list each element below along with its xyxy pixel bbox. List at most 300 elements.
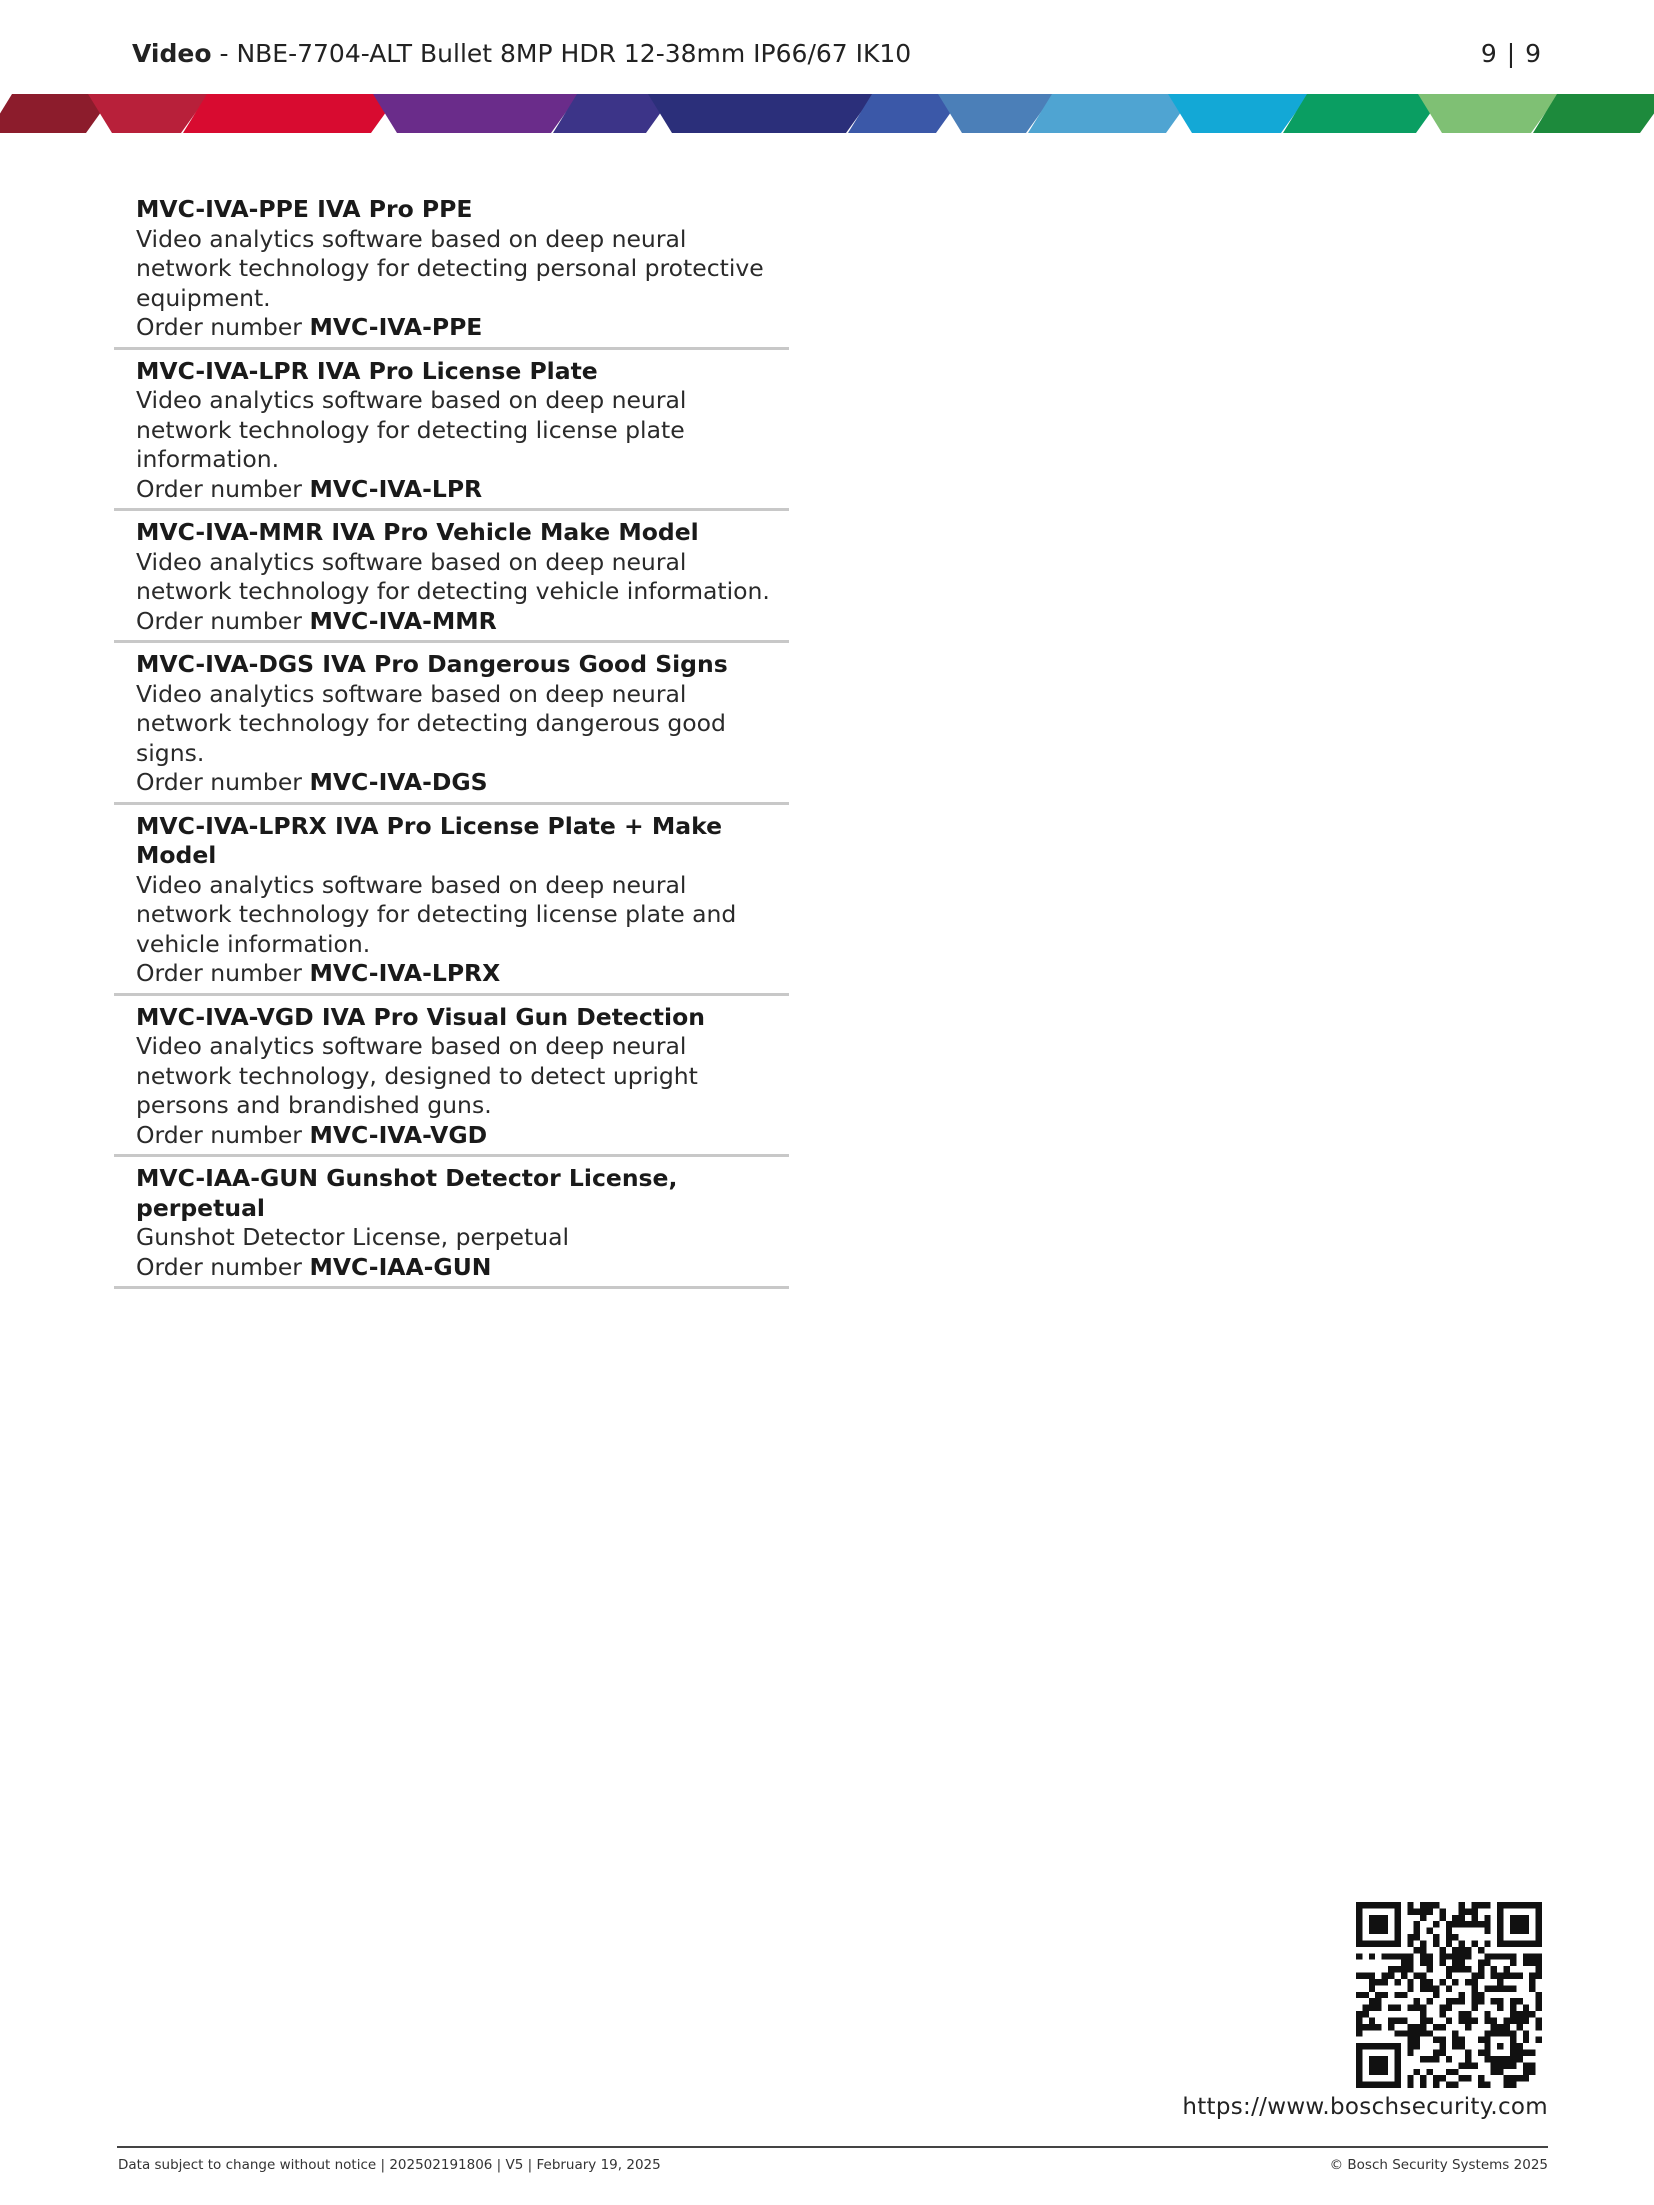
qr-module: [1369, 1973, 1375, 1979]
qr-module: [1369, 1953, 1375, 1959]
product-name: NBE-7704-ALT Bullet 8MP HDR 12-38mm IP66/67 IK10: [236, 38, 912, 68]
qr-module: [1446, 2017, 1452, 2023]
qr-module: [1536, 1960, 1542, 1966]
qr-module: [1414, 1947, 1420, 1953]
qr-module: [1407, 2050, 1413, 2056]
qr-module: [1459, 2017, 1465, 2023]
qr-module: [1446, 1940, 1452, 1946]
qr-module: [1433, 1985, 1439, 1991]
qr-module: [1504, 2017, 1510, 2023]
qr-module: [1471, 2062, 1477, 2068]
qr-module: [1529, 1960, 1535, 1966]
qr-finder-center: [1369, 2056, 1388, 2075]
qr-module: [1446, 1934, 1452, 1940]
qr-module: [1407, 1960, 1413, 1966]
qr-module: [1394, 1966, 1400, 1972]
band-segment: [1283, 94, 1444, 133]
qr-module: [1523, 2062, 1529, 2068]
qr-module: [1523, 1960, 1529, 1966]
band-segment: [183, 94, 399, 133]
qr-module: [1452, 1921, 1458, 1927]
qr-module: [1504, 2082, 1510, 2088]
qr-module: [1471, 1902, 1477, 1908]
qr-module: [1497, 2062, 1503, 2068]
qr-module: [1484, 1953, 1490, 1959]
qr-module: [1414, 2005, 1420, 2011]
item-title: MVC-IVA-DGS IVA Pro Dangerous Good Signs: [136, 650, 728, 678]
qr-module: [1446, 1966, 1452, 1972]
qr-module: [1459, 1921, 1465, 1927]
qr-module: [1394, 1953, 1400, 1959]
qr-module: [1484, 2017, 1490, 2023]
qr-module: [1356, 2017, 1362, 2023]
qr-module: [1516, 2075, 1522, 2081]
qr-module: [1510, 2005, 1516, 2011]
qr-module: [1491, 1953, 1497, 1959]
qr-module: [1356, 2011, 1362, 2017]
order-list-item: [114, 810, 789, 996]
qr-module: [1401, 2030, 1407, 2036]
qr-module: [1465, 1947, 1471, 1953]
qr-module: [1529, 2062, 1535, 2068]
qr-module: [1516, 2056, 1522, 2062]
qr-module: [1504, 1953, 1510, 1959]
qr-module: [1427, 1966, 1433, 1972]
qr-module: [1427, 1902, 1433, 1908]
qr-module: [1407, 2005, 1413, 2011]
qr-module: [1452, 1947, 1458, 1953]
qr-module: [1529, 1985, 1535, 1991]
qr-module: [1497, 1985, 1503, 1991]
qr-module: [1427, 2069, 1433, 2075]
order-number-label: Order number: [136, 959, 302, 987]
qr-module: [1446, 1921, 1452, 1927]
item-description: Video analytics software based on deep neural network technology for detecting dangerous good signs.: [136, 679, 726, 767]
qr-module: [1504, 1985, 1510, 1991]
qr-module: [1536, 1998, 1542, 2004]
qr-module: [1362, 2005, 1368, 2011]
footer-divider: [117, 2146, 1548, 2148]
qr-module: [1510, 2075, 1516, 2081]
qr-module: [1491, 2069, 1497, 2075]
qr-module: [1452, 1998, 1458, 2004]
qr-module: [1433, 1934, 1439, 1940]
qr-module: [1420, 1915, 1426, 1921]
qr-module: [1382, 1973, 1388, 1979]
qr-module: [1427, 1953, 1433, 1959]
order-number-value: MVC-IVA-PPE: [309, 313, 483, 341]
qr-module: [1478, 2075, 1484, 2081]
qr-module: [1459, 2011, 1465, 2017]
qr-module: [1433, 1921, 1439, 1927]
item-description: Video analytics software based on deep neural network technology for detecting vehicle information.: [136, 547, 770, 605]
qr-module: [1465, 1921, 1471, 1927]
qr-module: [1452, 2030, 1458, 2036]
qr-module: [1446, 1985, 1452, 1991]
qr-module: [1478, 2082, 1484, 2088]
qr-module: [1465, 2050, 1471, 2056]
qr-module: [1388, 1966, 1394, 1972]
qr-module: [1459, 1998, 1465, 2004]
qr-module: [1433, 1992, 1439, 1998]
page-footer: [118, 2157, 1548, 2173]
order-number-label: Order number: [136, 474, 302, 503]
qr-module: [1497, 2024, 1503, 2030]
qr-module: [1478, 1921, 1484, 1927]
qr-module: [1523, 2075, 1529, 2081]
qr-module: [1536, 2017, 1542, 2023]
qr-module: [1388, 2024, 1394, 2030]
qr-module: [1414, 1921, 1420, 1927]
qr-module: [1471, 1979, 1477, 1985]
qr-module: [1523, 2017, 1529, 2023]
qr-module: [1484, 2011, 1490, 2017]
qr-module: [1497, 2005, 1503, 2011]
item-description: Video analytics software based on deep neural network technology for detecting license plate information.: [136, 386, 687, 473]
qr-module: [1465, 2056, 1471, 2062]
qr-module: [1414, 1908, 1420, 1914]
qr-module: [1407, 2024, 1413, 2030]
qr-module: [1484, 1985, 1490, 1991]
qr-module: [1516, 2024, 1522, 2030]
qr-module: [1504, 1973, 1510, 1979]
qr-module: [1510, 1985, 1516, 1991]
item-order-line: [136, 959, 789, 989]
qr-align-center: [1497, 2043, 1503, 2049]
item-description: Video analytics software based on deep neural network technology for detecting personal protective equipment.: [136, 224, 764, 312]
qr-finder-center: [1510, 1915, 1529, 1934]
qr-module: [1375, 2005, 1381, 2011]
qr-module: [1439, 2050, 1445, 2056]
qr-module: [1523, 2037, 1529, 2043]
qr-module: [1414, 2037, 1420, 2043]
qr-module: [1388, 2017, 1394, 2023]
qr-module: [1491, 2024, 1497, 2030]
qr-module: [1401, 1992, 1407, 1998]
qr-module: [1401, 1953, 1407, 1959]
qr-module: [1536, 1992, 1542, 1998]
qr-module: [1433, 1902, 1439, 1908]
qr-module: [1439, 1953, 1445, 1959]
qr-module: [1407, 2082, 1413, 2088]
qr-module: [1523, 2069, 1529, 2075]
qr-module: [1465, 1953, 1471, 1959]
qr-module: [1420, 2030, 1426, 2036]
item-description: Video analytics software based on deep neural network technology, designed to detect upright persons and brandished guns.: [136, 1032, 698, 1119]
qr-module: [1478, 1902, 1484, 1908]
qr-module: [1439, 2075, 1445, 2081]
qr-module: [1420, 2082, 1426, 2088]
qr-module: [1523, 2005, 1529, 2011]
qr-module: [1484, 1915, 1490, 1921]
qr-module: [1497, 1953, 1503, 1959]
qr-module: [1459, 1960, 1465, 1966]
qr-module: [1529, 2011, 1535, 2017]
qr-module: [1484, 2082, 1490, 2088]
qr-module: [1439, 1908, 1445, 1914]
qr-module: [1414, 2030, 1420, 2036]
item-order-line: [136, 313, 789, 343]
qr-module: [1497, 2069, 1503, 2075]
qr-module: [1439, 2037, 1445, 2043]
qr-module: [1471, 1921, 1477, 1927]
qr-module: [1452, 2069, 1458, 2075]
ordering-information-list: [114, 193, 789, 1294]
qr-module: [1420, 2005, 1426, 2011]
qr-module: [1414, 1928, 1420, 1934]
qr-module: [1388, 1953, 1394, 1959]
qr-module: [1407, 2037, 1413, 2043]
band-segment: [648, 94, 874, 133]
qr-module: [1452, 1979, 1458, 1985]
order-list-item: [114, 355, 789, 512]
qr-module: [1394, 2005, 1400, 2011]
qr-module: [1504, 2075, 1510, 2081]
order-list-item: [114, 1162, 789, 1289]
qr-module: [1465, 1908, 1471, 1914]
qr-module: [1459, 1992, 1465, 1998]
qr-module: [1420, 1940, 1426, 1946]
qr-module: [1439, 2024, 1445, 2030]
qr-module: [1484, 1902, 1490, 1908]
qr-module: [1420, 2011, 1426, 2017]
qr-module: [1369, 2024, 1375, 2030]
item-title: MVC-IVA-PPE IVA Pro PPE: [136, 195, 473, 223]
qr-module: [1420, 2056, 1426, 2062]
qr-module: [1407, 1908, 1413, 1914]
qr-module: [1536, 1953, 1542, 1959]
qr-module: [1407, 1940, 1413, 1946]
qr-module: [1452, 1966, 1458, 1972]
qr-module: [1471, 1992, 1477, 1998]
order-list-item: [114, 193, 789, 350]
qr-module: [1484, 1940, 1490, 1946]
qr-module: [1369, 1979, 1375, 1985]
qr-module: [1362, 1973, 1368, 1979]
qr-module: [1471, 1985, 1477, 1991]
qr-module: [1407, 2030, 1413, 2036]
qr-module: [1420, 1953, 1426, 1959]
qr-module: [1478, 1992, 1484, 1998]
qr-module: [1465, 2024, 1471, 2030]
qr-module: [1420, 1973, 1426, 1979]
qr-module: [1439, 1979, 1445, 1985]
item-description: Gunshot Detector License, perpetual: [136, 1223, 570, 1251]
qr-module: [1465, 1979, 1471, 1985]
qr-module: [1465, 2062, 1471, 2068]
qr-module: [1452, 1953, 1458, 1959]
qr-module: [1510, 1953, 1516, 1959]
qr-module: [1510, 1998, 1516, 2004]
qr-module: [1394, 2030, 1400, 2036]
qr-module: [1504, 2062, 1510, 2068]
qr-module: [1459, 1953, 1465, 1959]
qr-module: [1516, 2011, 1522, 2017]
order-number-value: MVC-IAA-GUN: [309, 1252, 492, 1281]
qr-module: [1407, 1966, 1413, 1972]
qr-module: [1446, 2082, 1452, 2088]
qr-module: [1504, 2024, 1510, 2030]
qr-module: [1362, 2024, 1368, 2030]
item-title: MVC-IVA-MMR IVA Pro Vehicle Make Model: [136, 518, 699, 546]
qr-module: [1478, 1973, 1484, 1979]
qr-module: [1459, 2043, 1465, 2049]
qr-module: [1356, 2030, 1362, 2036]
qr-module: [1420, 1960, 1426, 1966]
qr-module: [1375, 2024, 1381, 2030]
qr-module: [1388, 2005, 1394, 2011]
qr-module: [1427, 1998, 1433, 2004]
qr-module: [1439, 1960, 1445, 1966]
website-link[interactable]: https://www.boschsecurity.com: [1182, 2094, 1548, 2120]
qr-module: [1433, 2050, 1439, 2056]
qr-module: [1401, 2017, 1407, 2023]
order-number-label: Order number: [136, 768, 302, 796]
qr-module: [1407, 1902, 1413, 1908]
qr-module: [1459, 2037, 1465, 2043]
qr-module: [1529, 1953, 1535, 1959]
qr-module: [1446, 2069, 1452, 2075]
qr-module: [1446, 2005, 1452, 2011]
item-description: Video analytics software based on deep neural network technology for detecting license plate and vehicle information.: [136, 870, 737, 958]
qr-module: [1471, 2017, 1477, 2023]
qr-module: [1407, 2075, 1413, 2081]
band-segment: [1028, 94, 1194, 133]
qr-module: [1497, 1979, 1503, 1985]
qr-module: [1427, 2017, 1433, 2023]
title-separator: -: [211, 38, 237, 68]
qr-module: [1471, 2005, 1477, 2011]
qr-module: [1452, 2043, 1458, 2049]
qr-module: [1420, 1902, 1426, 1908]
qr-module: [1427, 2056, 1433, 2062]
qr-module: [1433, 2082, 1439, 2088]
qr-module: [1420, 1947, 1426, 1953]
qr-module: [1439, 2011, 1445, 2017]
qr-module: [1452, 1934, 1458, 1940]
qr-module: [1356, 1953, 1362, 1959]
qr-module: [1382, 1953, 1388, 1959]
qr-module: [1465, 2017, 1471, 2023]
page-number: 9 | 9: [1480, 38, 1542, 68]
qr-module: [1491, 2062, 1497, 2068]
qr-module: [1459, 1908, 1465, 1914]
qr-module: [1439, 1915, 1445, 1921]
qr-module: [1420, 1979, 1426, 1985]
qr-module: [1433, 2075, 1439, 2081]
qr-module: [1529, 1973, 1535, 1979]
footer-notice: Data subject to change without notice | 202502191806 | V5 | February 19, 2025: [118, 2157, 661, 2173]
qr-module: [1516, 2017, 1522, 2023]
qr-module: [1471, 1908, 1477, 1914]
order-list-item: [114, 516, 789, 643]
band-segment: [373, 94, 579, 133]
qr-module: [1471, 1998, 1477, 2004]
qr-module: [1484, 1921, 1490, 1927]
qr-module: [1510, 1960, 1516, 1966]
qr-module: [1452, 2037, 1458, 2043]
qr-module: [1446, 2056, 1452, 2062]
qr-module: [1420, 2075, 1426, 2081]
qr-module: [1516, 2043, 1522, 2049]
qr-module: [1510, 2082, 1516, 2088]
qr-module: [1375, 1998, 1381, 2004]
qr-module: [1394, 2017, 1400, 2023]
qr-module: [1420, 2017, 1426, 2023]
qr-module: [1465, 1966, 1471, 1972]
qr-module: [1369, 2005, 1375, 2011]
qr-module: [1523, 1953, 1529, 1959]
qr-module: [1446, 1973, 1452, 1979]
qr-module: [1491, 1985, 1497, 1991]
qr-module: [1382, 1979, 1388, 1985]
qr-module: [1362, 2011, 1368, 2017]
qr-module: [1523, 2050, 1529, 2056]
qr-module: [1510, 2017, 1516, 2023]
qr-module: [1369, 2017, 1375, 2023]
qr-module: [1375, 1992, 1381, 1998]
order-number-label: Order number: [136, 313, 302, 341]
qr-module: [1375, 1979, 1381, 1985]
qr-module: [1439, 2005, 1445, 2011]
qr-module: [1471, 1973, 1477, 1979]
order-list-item: [114, 1001, 789, 1158]
category-label: Video: [132, 38, 212, 68]
qr-module: [1362, 1992, 1368, 1998]
qr-module: [1414, 2043, 1420, 2049]
qr-module: [1369, 1985, 1375, 1991]
item-order-line: [136, 768, 789, 798]
order-list-item: [114, 648, 789, 805]
qr-module: [1420, 1985, 1426, 1991]
order-number-value: MVC-IVA-MMR: [309, 606, 497, 635]
footer-copyright: © Bosch Security Systems 2025: [1329, 2157, 1548, 2173]
qr-module: [1529, 1979, 1535, 1985]
qr-module: [1497, 1998, 1503, 2004]
qr-finder-center: [1369, 1915, 1388, 1934]
qr-module: [1478, 1966, 1484, 1972]
order-number-label: Order number: [136, 1120, 302, 1149]
document-title: [132, 39, 911, 68]
qr-module: [1510, 2062, 1516, 2068]
qr-module: [1516, 2050, 1522, 2056]
qr-module: [1401, 1973, 1407, 1979]
item-order-line: [136, 1253, 789, 1283]
qr-module: [1427, 2030, 1433, 2036]
qr-module: [1446, 1998, 1452, 2004]
qr-module: [1465, 2011, 1471, 2017]
qr-module: [1459, 1947, 1465, 1953]
qr-module: [1433, 2037, 1439, 2043]
order-number-value: MVC-IVA-VGD: [309, 1120, 488, 1149]
qr-module: [1516, 1998, 1522, 2004]
qr-module: [1491, 1973, 1497, 1979]
qr-module: [1459, 2062, 1465, 2068]
qr-module: [1356, 2024, 1362, 2030]
brand-color-band: [0, 94, 1654, 133]
qr-module: [1484, 1960, 1490, 1966]
qr-module: [1491, 1998, 1497, 2004]
qr-module: [1529, 2069, 1535, 2075]
qr-module: [1523, 2011, 1529, 2017]
item-order-line: [136, 607, 789, 637]
qr-module: [1452, 1915, 1458, 1921]
qr-module: [1536, 1973, 1542, 1979]
order-number-label: Order number: [136, 606, 302, 635]
qr-module: [1471, 1915, 1477, 1921]
qr-module: [1427, 1985, 1433, 1991]
qr-module: [1427, 1979, 1433, 1985]
